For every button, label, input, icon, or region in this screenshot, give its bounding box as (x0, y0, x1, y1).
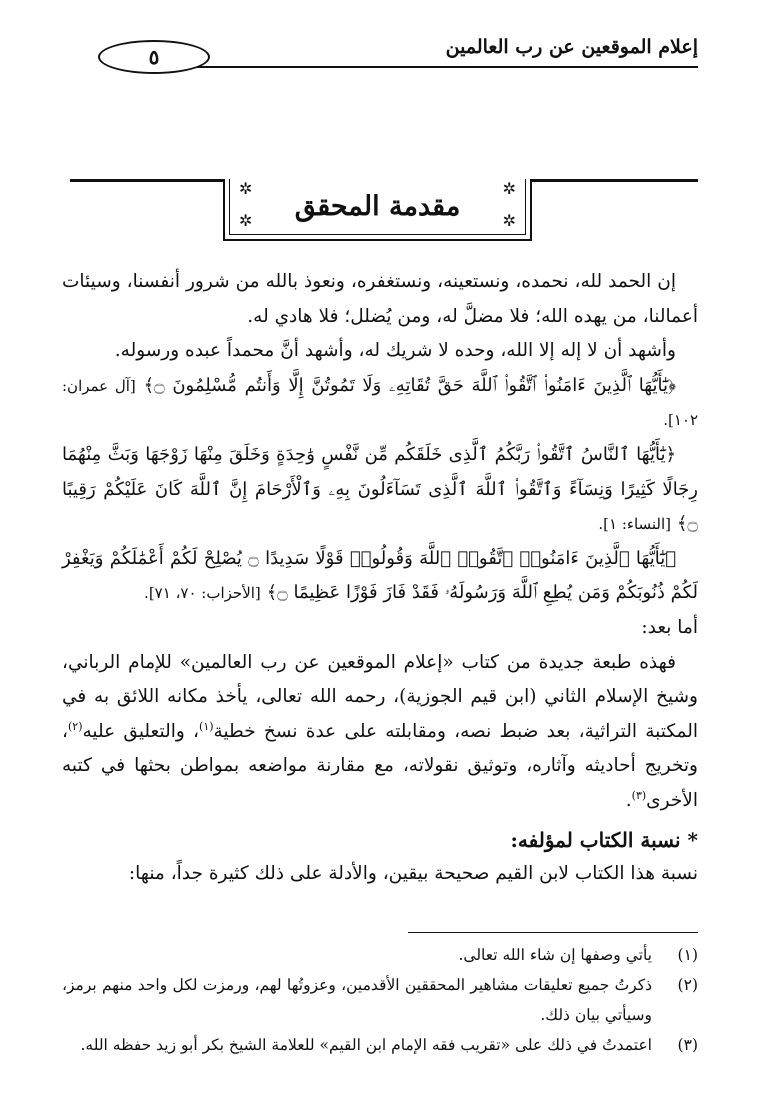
footnote-item (62, 1030, 698, 1060)
page-number: ٥ (98, 40, 210, 74)
ornament-icon: ✲ (502, 211, 516, 230)
header-rule (160, 66, 698, 68)
text-run: فهذه طبعة جديدة من كتاب «إعلام الموقعين عن رب العالمين» للإمام الرباني، وشيخ الإسلام الثاني (ابن قيم الجوزية)، رحمه الله تعالى، يأخذ مكانه اللائق به في المكتبة التراثية، بعد ضبط نصه، ومقابلته على عدة نسخ خطية (62, 651, 699, 742)
paragraph-testimony: وأشهد أن لا إله إلا الله، وحده لا شريك له، وأشهد أنَّ محمداً عبده ورسوله. (114, 340, 676, 362)
verse-reference: [الأحزاب: ٧٠، ٧١]. (144, 584, 261, 603)
paragraph-edition (62, 646, 698, 819)
subheading: * نسبة الكتاب لمؤلفه: (510, 827, 698, 852)
verse-text: ﴿يَٰٓأَيُّهَا ٱلنَّاسُ ٱتَّقُوا۟ رَبَّكُمُ ٱلَّذِى خَلَقَكُم مِّن نَّفْسٍ وَٰحِدَةٍ وَخَلَقَ مِنْهَا زَوْجَهَا وَبَثَّ مِنْهُمَا رِجَالًا كَثِيرًا وَنِسَآءً وَٱتَّقُوا۟ ٱللَّهَ ٱلَّذِى تَسَآءَلُونَ بِهِۦ وَٱلْأَرْحَامَ إِنَّ ٱللَّهَ كَانَ عَلَيْكُمْ رَقِيبًا ۝﴾ (62, 443, 698, 535)
verse-text: ﴿يَٰٓأَيُّهَا ٱلَّذِينَ ءَامَنُوا۟ ٱتَّقُوا۟ ٱللَّهَ وَقُولُوا۟ قَوْلًا سَدِيدًا ۝ يُصْلِحْ لَكُمْ أَعْمَٰلَكُمْ وَيَغْفِرْ لَكُمْ ذُنُوبَكُمْ وَمَن يُطِعِ ٱللَّهَ وَرَسُولَهُۥ فَقَدْ فَازَ فَوْزًا عَظِيمًا ۝﴾ (62, 547, 698, 604)
footnote-text: اعتمدتُ في ذلك على «تقريب فقه الإمام ابن القيم» للعلامة الشيخ بكر أبو زيد حفظه الله. (80, 1036, 652, 1054)
footnote-number: (٢) (677, 976, 698, 994)
verse-block (62, 438, 698, 542)
ornament-icon: ✲ (502, 179, 516, 198)
footnote-number: (٣) (677, 1036, 698, 1054)
text-run: ، وتخريج أحاديثه وآثاره، وتوثيق نقولاته، مع مقارنة مواضعه بمواطن بحثها في كتبه الأخرى (62, 720, 698, 811)
body-text (62, 265, 698, 892)
footnote-item (62, 970, 698, 1030)
verse-reference: [آل عمران: ١٠٢]. (62, 376, 698, 430)
footnote-text: يأتي وصفها إن شاء الله تعالى. (458, 946, 652, 964)
paragraph-attribution: نسبة هذا الكتاب لابن القيم صحيحة بيقين، والأدلة على ذلك كثيرة جداً، منها: (128, 863, 698, 885)
footnote-number: (١) (677, 946, 698, 964)
verse-reference: [النساء: ١]. (598, 515, 672, 534)
text-run: . (625, 789, 632, 811)
running-header (70, 32, 698, 70)
amma-bad-line: أما بعد: (641, 616, 698, 638)
running-title: إعلام الموقعين عن رب العالمين (445, 36, 698, 58)
ornament-icon: ✲ (239, 211, 253, 230)
footnote-marker: (٣) (631, 788, 647, 802)
verse-block (62, 369, 698, 438)
section-title: مقدمة المحقق (294, 191, 461, 222)
section-title-frame (223, 179, 532, 241)
text-run: ، والتعليق عليه (82, 720, 200, 742)
paragraph-opening: إن الحمد لله، نحمده، ونستعينه، ونستغفره، ونعوذ بالله من شرور أنفسنا، وسيئات أعمالنا، من يهده الله؛ فلا مضلَّ له، ومن يُضلل؛ فلا هادي له. (62, 271, 698, 327)
footnotes (62, 940, 698, 1060)
footnote-separator (408, 932, 698, 933)
footnote-item (62, 940, 698, 970)
verse-block (62, 542, 698, 611)
verse-text: ﴿يَٰٓأَيُّهَا ٱلَّذِينَ ءَامَنُوا۟ ٱتَّقُوا۟ ٱللَّهَ حَقَّ تُقَاتِهِۦ وَلَا تَمُوتُنَّ إِلَّا وَأَنتُم مُّسْلِمُونَ ۝﴾ (143, 374, 677, 396)
footnote-text: ذكرتُ جميع تعليقات مشاهير المحققين الأقدمين، وعزوتُها لهم، ورمزت لكل واحد منهم برمز، وسيأتي بيان ذلك. (62, 976, 652, 1024)
ornament-icon: ✲ (239, 179, 253, 198)
footnote-marker: (٢) (67, 719, 83, 733)
footnote-marker: (١) (199, 719, 214, 733)
